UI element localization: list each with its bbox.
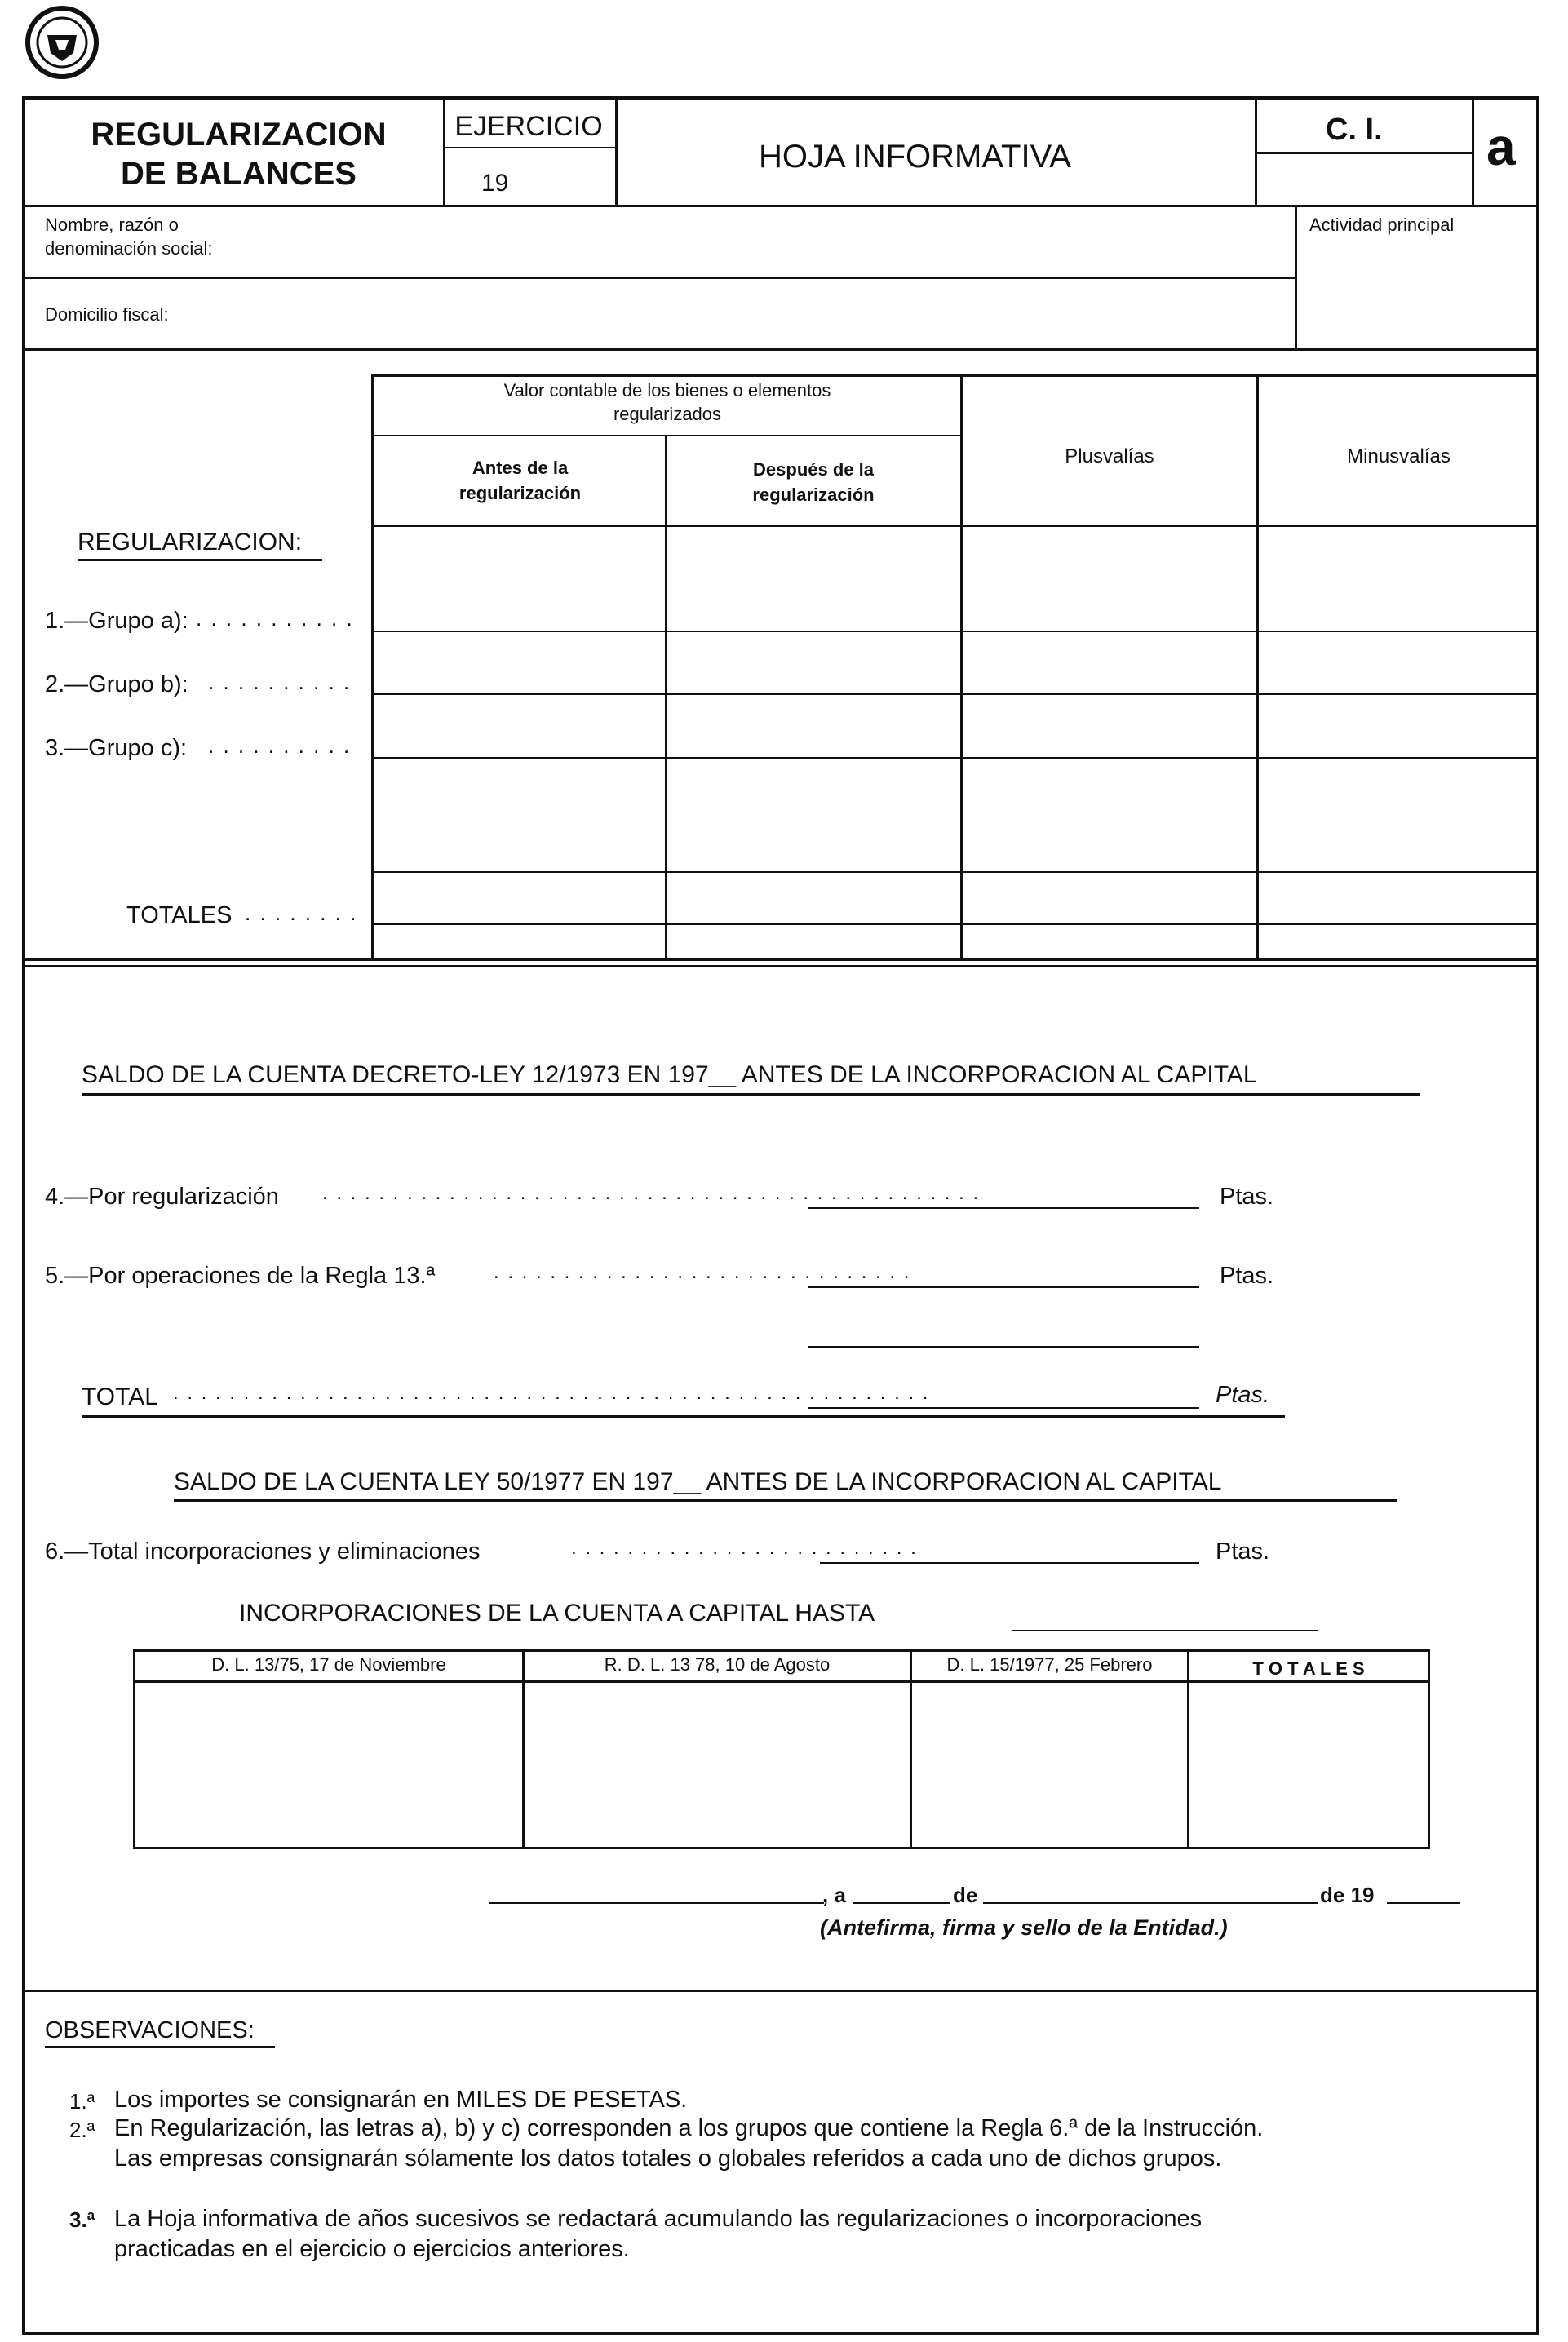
plusvalias-header: Plusvalías <box>1065 445 1154 467</box>
antes-header-line1: Antes de la <box>472 458 569 478</box>
obs-item-3a: La Hoja informativa de años sucesivos se redactará acumulando las regularizaciones o incorporaciones <box>114 2206 1203 2232</box>
saldo2-line6-ptas: Ptas. <box>1216 1538 1270 1565</box>
cell-a-minusvalias[interactable] <box>1261 634 1537 691</box>
incorporaciones-title: INCORPORACIONES DE LA CUENTA A CAPITAL HASTA <box>239 1600 875 1627</box>
saldo1-total-ptas: Ptas. <box>1216 1382 1270 1408</box>
cell-totales-antes[interactable] <box>375 874 662 922</box>
valor-header-line1: Valor contable de los bienes o elementos <box>503 380 831 401</box>
domicilio-field[interactable] <box>212 281 1289 347</box>
incorp-cell-1[interactable] <box>136 1685 520 1846</box>
nombre-label-line2: denominación social: <box>45 238 213 259</box>
firma-dia-input[interactable] <box>853 1878 950 1904</box>
grupo-b-label: 2.—Grupo b): <box>45 671 188 697</box>
saldo1-title: SALDO DE LA CUENTA DECRETO-LEY 12/1973 EN 197__ ANTES DE LA INCORPORACION AL CAPITAL <box>82 1061 1257 1088</box>
form-frame <box>22 96 1539 2335</box>
actividad-field[interactable] <box>1299 245 1535 347</box>
form-letter: a <box>1486 117 1516 176</box>
incorp-col-dl1375: D. L. 13/75, 17 de Noviembre <box>211 1654 446 1675</box>
firma-lugar-input[interactable] <box>489 1878 824 1904</box>
observaciones-title: OBSERVACIONES: <box>45 2017 255 2043</box>
regularizacion-label: REGULARIZACION: <box>78 529 303 556</box>
saldo1-line4-input[interactable] <box>808 1179 1199 1209</box>
antes-header-line2: regularización <box>458 483 582 503</box>
cell-totales-plusvalias[interactable] <box>965 874 1254 922</box>
obs-item-1: Los importes se consignarán en MILES DE PESETAS. <box>114 2087 688 2113</box>
incorp-cell-2[interactable] <box>526 1685 908 1846</box>
obs-item-2a: En Regularización, las letras a), b) y c) corresponden a los grupos que contiene la Regla 6.ª de la Instrucción. <box>114 2115 1264 2141</box>
incorp-col-rdl1378: R. D. L. 13 78, 10 de Agosto <box>604 1654 831 1675</box>
firma-mes-input[interactable] <box>983 1878 1318 1904</box>
saldo1-line5-input[interactable] <box>808 1258 1199 1288</box>
cell-totales-despues[interactable] <box>669 874 958 922</box>
form-title-line2: DE BALANCES <box>121 156 357 192</box>
firma-caption: (Antefirma, firma y sello de la Entidad.) <box>820 1915 1228 1940</box>
incorp-cell-3[interactable] <box>914 1685 1185 1846</box>
incorp-col-dl1577: D. L. 15/1977, 25 Febrero <box>946 1654 1153 1675</box>
obs-num-2: 2.ª <box>69 2118 95 2142</box>
incorp-cell-totales[interactable] <box>1191 1685 1428 1846</box>
saldo1-line4-label: 4.—Por regularización <box>45 1184 279 1210</box>
ejercicio-label: EJERCICIO <box>454 111 603 142</box>
valor-header-line2: regularizados <box>613 404 722 424</box>
grupo-a-label: 1.—Grupo a): <box>45 608 188 634</box>
saldo1-total-input[interactable] <box>808 1379 1199 1409</box>
saldo1-line5-ptas: Ptas. <box>1220 1263 1274 1289</box>
firma-de1: de <box>953 1883 978 1907</box>
obs-item-2b: Las empresas consignarán sólamente los datos totales o globales referidos a cada uno de dichos grupos. <box>114 2145 1222 2172</box>
cell-a-despues[interactable] <box>669 634 958 691</box>
despues-header-line1: Después de la <box>753 459 874 480</box>
saldo2-line6-label: 6.—Total incorporaciones y eliminaciones <box>45 1538 481 1565</box>
firma-de2: de 19 <box>1320 1883 1375 1907</box>
obs-num-1: 1.ª <box>69 2089 95 2114</box>
saldo1-line4-ptas: Ptas. <box>1220 1184 1274 1210</box>
firma-anio-input[interactable] <box>1387 1878 1460 1904</box>
despues-header-line2: regularización <box>752 485 875 505</box>
ci-label: C. I. <box>1326 113 1383 147</box>
actividad-label: Actividad principal <box>1309 215 1455 235</box>
totales-label: TOTALES <box>126 902 233 928</box>
cell-totales-minusvalias[interactable] <box>1261 874 1537 922</box>
form-title-line1: REGULARIZACION <box>91 117 387 153</box>
firma-a: , a <box>822 1883 846 1907</box>
grupo-c-label: 3.—Grupo c): <box>45 735 188 761</box>
incorp-col-totales: T O T A L E S <box>1252 1658 1365 1679</box>
domicilio-label: Domicilio fiscal: <box>45 304 169 325</box>
nombre-field[interactable] <box>245 209 1293 274</box>
incorporaciones-hasta-input[interactable] <box>1012 1599 1318 1631</box>
saldo2-line6-input[interactable] <box>820 1534 1199 1564</box>
minusvalias-header: Minusvalías <box>1347 445 1451 467</box>
obs-num-3: 3.ª <box>69 2207 95 2232</box>
saldo1-line5-label: 5.—Por operaciones de la Regla 13.ª <box>45 1263 436 1289</box>
cell-a-plusvalias[interactable] <box>965 634 1254 691</box>
saldo1-total-label: TOTAL <box>82 1384 158 1410</box>
nombre-label-line1: Nombre, razón o <box>45 215 179 235</box>
seal <box>10 4 116 82</box>
ejercicio-value[interactable]: 19 <box>481 170 509 197</box>
hoja-informativa-title: HOJA INFORMATIVA <box>759 139 1071 175</box>
saldo2-title: SALDO DE LA CUENTA LEY 50/1977 EN 197__ ANTES DE LA INCORPORACION AL CAPITAL <box>174 1468 1222 1495</box>
obs-item-3b: practicadas en el ejercicio o ejercicios anteriores. <box>114 2236 630 2262</box>
cell-a-antes[interactable] <box>375 634 662 691</box>
